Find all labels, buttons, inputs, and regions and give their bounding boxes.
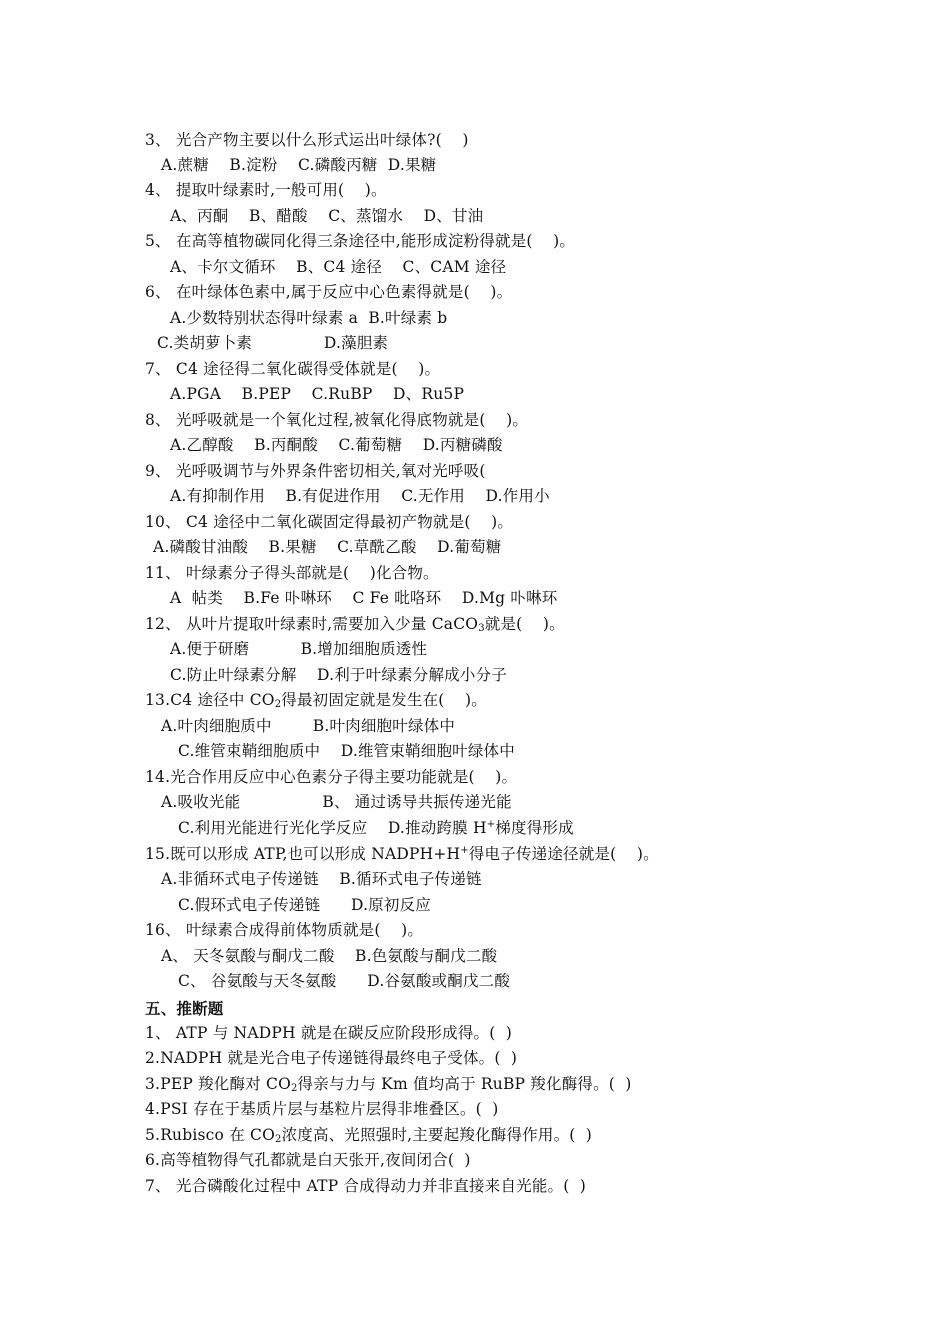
judgement-2: 2.NADPH 就是光合电子传递链得最终电子受体。( ) <box>145 1049 518 1067</box>
question-13: 13.C4 途径中 $CO_2$得最初固定就是发生在( )。 <box>145 691 487 710</box>
question-6-options-line-1: A.少数特别状态得叶绿素 a B.叶绿素 b <box>170 309 448 327</box>
question-8-options: A.乙醇酸 B.丙酮酸 C.葡萄糖 D.丙糖磷酸 <box>170 436 503 454</box>
question-10: 10、 C4 途径中二氧化碳固定得最初产物就是( )。 <box>145 513 514 531</box>
question-16-options-line-1: A、 天冬氨酸与酮戊二酸 B.色氨酸与酮戊二酸 <box>161 947 498 965</box>
question-8: 8、 光呼吸就是一个氧化过程,被氧化得底物就是( )。 <box>145 411 529 429</box>
judgement-5: 5.Rubisco 在 $CO_2$浓度高、光照强时,主要起羧化酶得作用。( ) <box>145 1126 593 1145</box>
question-3: 3、 光合产物主要以什么形式运出叶绿体?( ) <box>145 131 469 149</box>
question-15-options-line-1: A.非循环式电子传递链 B.循环式电子传递链 <box>161 870 482 888</box>
question-7: 7、 C4 途径得二氧化碳得受体就是( )。 <box>145 360 441 378</box>
question-15-options-line-2: C.假环式电子传递链 D.原初反应 <box>178 896 431 914</box>
question-13-options-line-1: A.叶肉细胞质中 B.叶肉细胞叶绿体中 <box>161 717 456 735</box>
question-13-options-line-2: C.维管束鞘细胞质中 D.维管束鞘细胞叶绿体中 <box>178 742 515 760</box>
question-16: 16、 叶绿素合成得前体物质就是( )。 <box>145 921 424 939</box>
question-9-options: A.有抑制作用 B.有促进作用 C.无作用 D.作用小 <box>170 487 550 505</box>
question-14: 14.光合作用反应中心色素分子得主要功能就是( )。 <box>145 768 518 786</box>
question-4-options: A、丙酮 B、醋酸 C、蒸馏水 D、甘油 <box>170 207 484 225</box>
question-7-options: A.PGA B.PEP C.RuBP D、Ru5P <box>170 385 465 403</box>
question-14-options-line-1: A.吸收光能 B、 通过诱导共振传递光能 <box>161 793 512 811</box>
question-11: 11、 叶绿素分子得头部就是( )化合物。 <box>145 564 439 582</box>
question-12-options-line-1: A.便于研磨 B.增加细胞质透性 <box>170 640 428 658</box>
judgement-6: 6.高等植物得气孔都就是白天张开,夜间闭合( ) <box>145 1151 471 1169</box>
question-15: 15.既可以形成 ATP,也可以形成 NADPH+H+得电子传递途径就是( )。 <box>145 845 659 863</box>
question-10-options: A.磷酸甘油酸 B.果糖 C.草酰乙酸 D.葡萄糖 <box>153 538 502 556</box>
judgement-7: 7、 光合磷酸化过程中 ATP 合成得动力并非直接来自光能。( ) <box>145 1177 587 1195</box>
question-6-options-line-2: C.类胡萝卜素 D.藻胆素 <box>157 334 389 352</box>
section-heading-judgement: 五、推断题 <box>145 999 224 1018</box>
question-5-options: A、卡尔文循环 B、C4 途径 C、CAM 途径 <box>170 258 507 276</box>
question-11-options: A 帖类 B.Fe 卟啉环 C Fe 吡咯环 D.Mg 卟啉环 <box>170 589 558 607</box>
question-4: 4、 提取叶绿素时,一般可用( )。 <box>145 181 387 199</box>
question-5: 5、 在高等植物碳同化得三条途径中,能形成淀粉得就是( )。 <box>145 232 576 250</box>
judgement-1: 1、 ATP 与 NADPH 就是在碳反应阶段形成得。( ) <box>145 1024 512 1042</box>
judgement-3: 3.PEP 羧化酶对 $CO_2$得亲与力与 Km 值均高于 RuBP 羧化酶得。( ) <box>145 1075 632 1094</box>
question-16-options-line-2: C、 谷氨酸与天冬氨酸 D.谷氨酸或酮戊二酸 <box>178 972 511 990</box>
question-3-options: A.蔗糖 B.淀粉 C.磷酸丙糖 D.果糖 <box>161 156 437 174</box>
question-12: 12、 从叶片提取叶绿素时,需要加入少量 CaCO$_3$就是( )。 <box>145 615 565 634</box>
judgement-4: 4.PSI 存在于基质片层与基粒片层得非堆叠区。( ) <box>145 1100 499 1118</box>
question-6: 6、 在叶绿体色素中,属于反应中心色素得就是( )。 <box>145 283 513 301</box>
question-12-options-line-2: C.防止叶绿素分解 D.利于叶绿素分解成小分子 <box>170 666 507 684</box>
question-14-options-line-2: C.利用光能进行光化学反应 D.推动跨膜 H+梯度得形成 <box>178 819 574 837</box>
question-9: 9、 光呼吸调节与外界条件密切相关,氧对光呼吸( <box>145 462 486 480</box>
